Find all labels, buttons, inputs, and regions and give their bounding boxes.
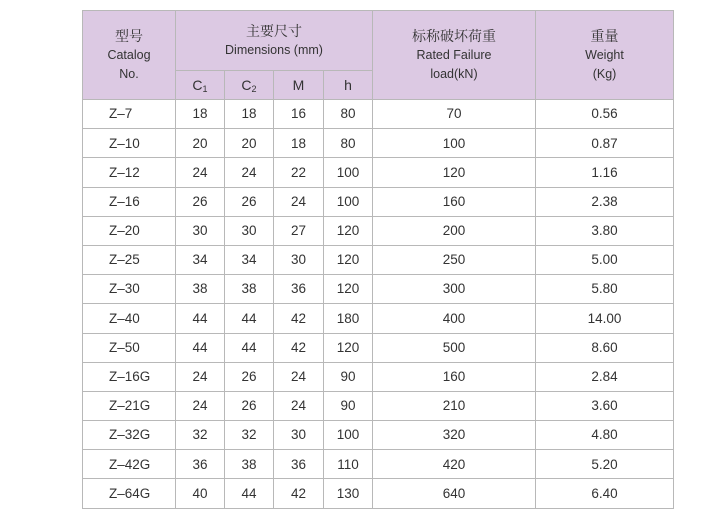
table-header — [83, 11, 674, 100]
header-m — [274, 70, 324, 99]
cell-weight: 5.00 — [536, 245, 674, 274]
cell-model: Z–40 — [83, 304, 176, 333]
table-row — [83, 245, 674, 274]
cell-weight: 0.87 — [536, 129, 674, 158]
cell-c2: 38 — [225, 275, 274, 304]
cell-c1: 20 — [176, 129, 225, 158]
header-row-main — [83, 11, 674, 71]
cell-h: 120 — [324, 216, 373, 245]
table-row — [83, 129, 674, 158]
table-row — [83, 450, 674, 479]
cell-h: 110 — [324, 450, 373, 479]
cell-c2: 26 — [225, 362, 274, 391]
table-row — [83, 275, 674, 304]
cell-model: Z–21G — [83, 391, 176, 420]
table-row — [83, 362, 674, 391]
header-dimensions — [176, 11, 373, 71]
header-weight-en-line2: (Kg) — [592, 67, 617, 81]
cell-weight: 8.60 — [536, 333, 674, 362]
cell-c1: 24 — [176, 158, 225, 187]
cell-model: Z–10 — [83, 129, 176, 158]
cell-weight: 6.40 — [536, 479, 674, 508]
cell-c1: 40 — [176, 479, 225, 508]
header-dimensions-cn: 主要尺寸 — [246, 22, 302, 39]
cell-m: 30 — [274, 421, 324, 450]
header-c2-base: C — [241, 76, 252, 93]
cell-model: Z–16 — [83, 187, 176, 216]
cell-c2: 30 — [225, 216, 274, 245]
cell-m: 27 — [274, 216, 324, 245]
cell-m: 42 — [274, 304, 324, 333]
cell-model: Z–32G — [83, 421, 176, 450]
cell-weight: 14.00 — [536, 304, 674, 333]
cell-h: 90 — [324, 391, 373, 420]
cell-model: Z–50 — [83, 333, 176, 362]
cell-failure-load: 420 — [373, 450, 536, 479]
cell-failure-load: 200 — [373, 216, 536, 245]
cell-h: 100 — [324, 421, 373, 450]
cell-weight: 0.56 — [536, 100, 674, 129]
cell-c1: 18 — [176, 100, 225, 129]
cell-model: Z–20 — [83, 216, 176, 245]
cell-failure-load: 320 — [373, 421, 536, 450]
cell-model: Z–25 — [83, 245, 176, 274]
cell-weight: 5.80 — [536, 275, 674, 304]
cell-failure-load: 160 — [373, 187, 536, 216]
cell-weight: 4.80 — [536, 421, 674, 450]
cell-c1: 30 — [176, 216, 225, 245]
cell-model: Z–12 — [83, 158, 176, 187]
cell-failure-load: 400 — [373, 304, 536, 333]
cell-h: 120 — [324, 245, 373, 274]
cell-h: 100 — [324, 187, 373, 216]
cell-c2: 44 — [225, 304, 274, 333]
cell-c2: 44 — [225, 479, 274, 508]
header-failure-load-en-line1: Rated Failure — [416, 48, 492, 62]
spec-table — [82, 10, 674, 509]
cell-c1: 34 — [176, 245, 225, 274]
header-model-en-line1: Catalog — [107, 48, 151, 62]
header-c1-base: C — [192, 76, 203, 93]
cell-c1: 24 — [176, 391, 225, 420]
cell-c2: 38 — [225, 450, 274, 479]
header-failure-load-en-line2: load(kN) — [430, 67, 478, 81]
table-row — [83, 100, 674, 129]
cell-h: 100 — [324, 158, 373, 187]
cell-h: 80 — [324, 100, 373, 129]
header-failure-load-cn: 标称破坏荷重 — [412, 28, 496, 44]
table-row — [83, 216, 674, 245]
table-row — [83, 479, 674, 508]
cell-m: 22 — [274, 158, 324, 187]
header-c2-subscript: 2 — [251, 83, 257, 94]
cell-weight: 3.80 — [536, 216, 674, 245]
table-row — [83, 421, 674, 450]
header-model-en-line2: No. — [119, 67, 139, 81]
cell-h: 120 — [324, 275, 373, 304]
cell-h: 80 — [324, 129, 373, 158]
table-row — [83, 304, 674, 333]
header-model-cn: 型号 — [115, 28, 143, 44]
cell-c1: 38 — [176, 275, 225, 304]
table-row — [83, 391, 674, 420]
cell-c1: 32 — [176, 421, 225, 450]
header-h — [324, 70, 373, 99]
cell-model: Z–64G — [83, 479, 176, 508]
cell-c1: 26 — [176, 187, 225, 216]
cell-c2: 26 — [225, 391, 274, 420]
cell-c2: 24 — [225, 158, 274, 187]
header-failure-load — [373, 11, 536, 100]
header-h-label: h — [344, 76, 352, 93]
table-row — [83, 158, 674, 187]
header-model — [83, 11, 176, 100]
cell-m: 30 — [274, 245, 324, 274]
cell-c1: 44 — [176, 304, 225, 333]
cell-model: Z–16G — [83, 362, 176, 391]
cell-failure-load: 640 — [373, 479, 536, 508]
cell-m: 36 — [274, 275, 324, 304]
cell-model: Z–42G — [83, 450, 176, 479]
cell-failure-load: 210 — [373, 391, 536, 420]
cell-c2: 20 — [225, 129, 274, 158]
table-row — [83, 187, 674, 216]
header-m-label: M — [292, 76, 305, 93]
header-weight-en-line1: Weight — [585, 48, 624, 62]
header-weight-cn: 重量 — [590, 28, 619, 44]
cell-h: 90 — [324, 362, 373, 391]
cell-h: 180 — [324, 304, 373, 333]
cell-weight: 1.16 — [536, 158, 674, 187]
cell-m: 24 — [274, 391, 324, 420]
header-c1 — [176, 70, 225, 99]
cell-h: 130 — [324, 479, 373, 508]
table-row — [83, 333, 674, 362]
cell-failure-load: 300 — [373, 275, 536, 304]
cell-c1: 24 — [176, 362, 225, 391]
cell-failure-load: 120 — [373, 158, 536, 187]
cell-c2: 34 — [225, 245, 274, 274]
cell-weight: 5.20 — [536, 450, 674, 479]
cell-c1: 36 — [176, 450, 225, 479]
cell-model: Z–7 — [83, 100, 176, 129]
cell-failure-load: 250 — [373, 245, 536, 274]
cell-h: 120 — [324, 333, 373, 362]
cell-m: 36 — [274, 450, 324, 479]
cell-m: 24 — [274, 187, 324, 216]
header-weight — [536, 11, 674, 100]
header-c2 — [225, 70, 274, 99]
cell-failure-load: 500 — [373, 333, 536, 362]
header-c1-subscript: 1 — [202, 83, 208, 94]
cell-weight: 3.60 — [536, 391, 674, 420]
cell-failure-load: 100 — [373, 129, 536, 158]
cell-weight: 2.38 — [536, 187, 674, 216]
cell-m: 24 — [274, 362, 324, 391]
cell-failure-load: 70 — [373, 100, 536, 129]
cell-m: 16 — [274, 100, 324, 129]
cell-m: 42 — [274, 333, 324, 362]
cell-model: Z–30 — [83, 275, 176, 304]
cell-m: 42 — [274, 479, 324, 508]
cell-c1: 44 — [176, 333, 225, 362]
cell-m: 18 — [274, 129, 324, 158]
cell-weight: 2.84 — [536, 362, 674, 391]
header-dimensions-en: Dimensions (mm) — [225, 42, 323, 57]
cell-failure-load: 160 — [373, 362, 536, 391]
cell-c2: 18 — [225, 100, 274, 129]
cell-c2: 44 — [225, 333, 274, 362]
cell-c2: 26 — [225, 187, 274, 216]
cell-c2: 32 — [225, 421, 274, 450]
table-body — [83, 100, 674, 509]
